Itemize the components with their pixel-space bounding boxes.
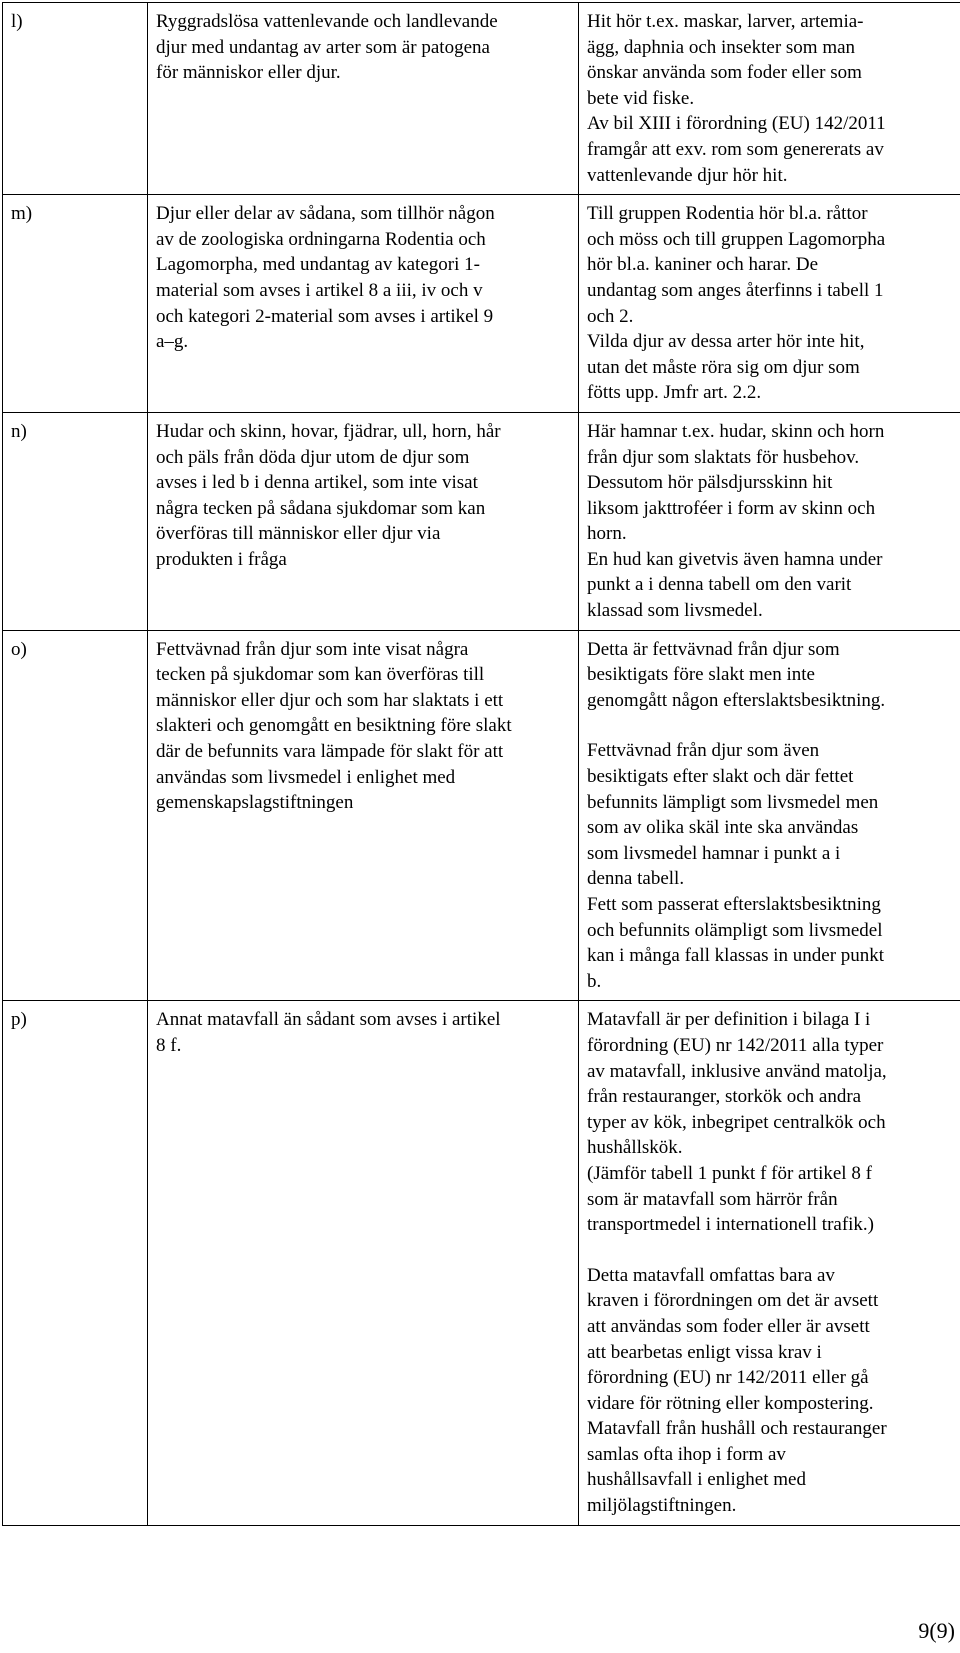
table-row-l [3,3,960,195]
classification-table [2,2,960,1526]
note-paragraph: Detta är fettvävnad från djur som besiktigats före slakt men inte genomgått någon efterslaktsbesiktning. [587,638,886,711]
row-letter: m) [3,195,148,413]
row-notes [579,1001,960,1525]
description-text: Hudar och skinn, hovar, fjädrar, ull, horn, hår och päls från döda djur utom de djur som avses i led b i denna artikel, som inte visat några tecken på sådana sjukdomar som kan överföras till människor eller djur via produkten i fråga [156,420,501,570]
row-description [148,630,579,1001]
note-paragraph: Matavfall är per definition i bilaga I i förordning (EU) nr 142/2011 alla typer av matavfall, inklusive använd matolja, från restauranger, storkök och andra typer av kök, inbegripet centralkök och hushållskök. [587,1009,887,1159]
page-number: 9(9) [918,1618,955,1643]
note-paragraph: Fettvävnad från djur som även besiktigats efter slakt och där fettet befunnits lämpligt som livsmedel men som av olika skäl inte ska användas som livsmedel hamnar i punkt a i denna tabell. [587,740,879,890]
row-description [148,412,579,630]
note-paragraph: Vilda djur av dessa arter hör inte hit, utan det måste röra sig om djur som fötts upp. Jmfr art. 2.2. [587,331,865,404]
row-description [148,3,579,195]
note-paragraph: Av bil XIII i förordning (EU) 142/2011 framgår att exv. rom som genererats av vattenlevande djur hör hit. [587,113,886,186]
row-letter: p) [3,1001,148,1525]
row-letter: n) [3,412,148,630]
row-notes [579,195,960,413]
description-text: Ryggradslösa vattenlevande och landlevande djur med undantag av arter som är patogena för människor eller djur. [156,11,498,84]
note-paragraph: Fett som passerat efterslaktsbesiktning och befunnits olämpligt som livsmedel kan i många fall klassas in under punkt b. [587,894,885,992]
row-letter: l) [3,3,148,195]
paragraph-spacer [587,713,954,738]
row-letter: o) [3,630,148,1001]
row-description [148,1001,579,1525]
row-description [148,195,579,413]
description-text: Djur eller delar av sådana, som tillhör någon av de zoologiska ordningarna Rodentia och Lagomorpha, med undantag av kategori 1- material som avses i artikel 8 a iii, iv och v och kategori 2-material som avses i artikel 9 a–g. [156,203,495,353]
row-notes [579,412,960,630]
table-row-m [3,195,960,413]
description-text: Annat matavfall än sådant som avses i artikel 8 f. [156,1009,501,1056]
note-paragraph: (Jämför tabell 1 punkt f för artikel 8 f som är matavfall som härrör från transportmedel i internationell trafik.) [587,1162,875,1236]
note-paragraph: Detta matavfall omfattas bara av kraven i förordningen om det är avsett att användas som foder eller är avsett att bearbetas enligt vissa krav i förordning (EU) nr 142/2011 eller gå vidare för rötning eller kompostering. [587,1264,879,1414]
row-notes [579,630,960,1001]
note-paragraph: Matavfall från hushåll och restauranger samlas ofta ihop i form av hushållsavfall i enlighet med miljölagstiftningen. [587,1418,887,1517]
note-paragraph: Hit hör t.ex. maskar, larver, artemia- ägg, daphnia och insekter som man önskar använda som foder eller som bete vid fiske. [587,11,864,109]
note-paragraph: En hud kan givetvis även hamna under punkt a i denna tabell om den varit klassad som livsmedel. [587,548,883,622]
table-row-n [3,412,960,630]
table-row-o [3,630,960,1001]
row-notes [579,3,960,195]
table-row-p [3,1001,960,1525]
paragraph-spacer [587,1238,954,1263]
description-text: Fettvävnad från djur som inte visat några tecken på sjukdomar som kan överföras till människor eller djur och som har slaktats i ett slakteri och genomgått en besiktning före slakt där de befunnits vara lämpade för slakt för att användas som livsmedel i enlighet med gemenskapslagstiftningen [156,638,512,814]
note-paragraph: Här hamnar t.ex. hudar, skinn och horn från djur som slaktats för husbehov. Dessutom hör pälsdjursskinn hit liksom jakttroféer i form av skinn och horn. [587,420,885,545]
note-paragraph: Till gruppen Rodentia hör bl.a. råttor och möss och till gruppen Lagomorpha hör bl.a. kaniner och harar. De undantag som anges återfinns i tabell 1 och 2. [587,203,886,327]
